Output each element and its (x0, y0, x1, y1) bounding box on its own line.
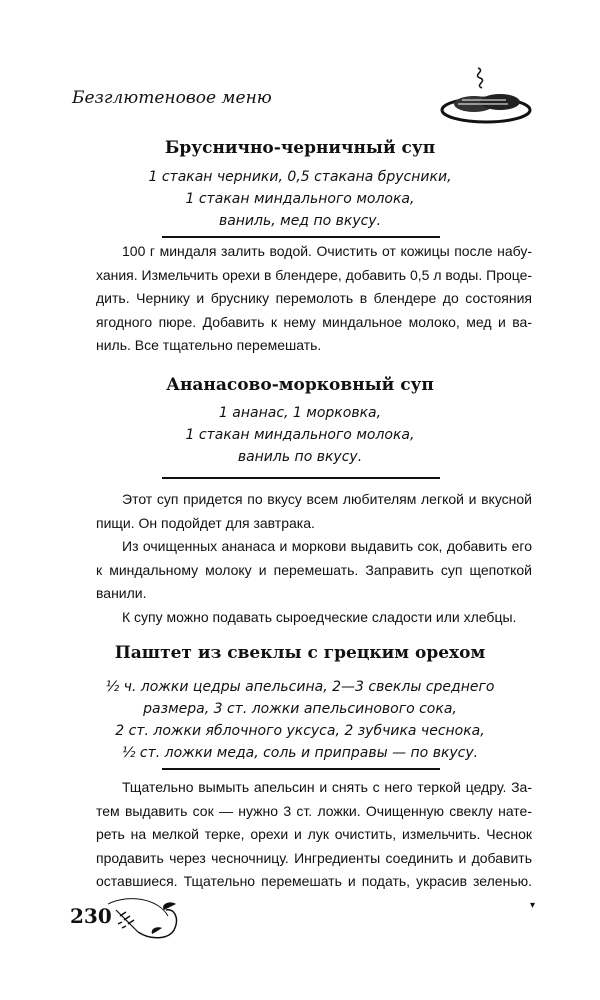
text-line: ванили. (96, 585, 147, 601)
ingredient-line: 1 стакан миндального молока, (185, 427, 415, 443)
dish-icon (438, 66, 534, 126)
text-line: к миндальному молоку и перемешать. Заправить суп щепоткой (96, 561, 532, 578)
text-line: Тщательно вымыть апельсин и снять с него теркой цедру. За- (122, 779, 532, 795)
ingredient-line: ½ ст. ложки меда, соль и приправы — по вкусу. (121, 745, 479, 761)
scan-mark: ▾ (530, 900, 536, 911)
text-line: 100 г миндаля залить водой. Очистить от кожицы после набу- (122, 243, 532, 259)
recipe-text (96, 488, 532, 629)
ingredient-line: размера, 3 ст. ложки апельсинового сока, (143, 701, 457, 717)
text-line: ниль. Все тщательно перемешать. (96, 337, 322, 353)
ingredient-line: 2 ст. ложки яблочного уксуса, 2 зубчика чеснока, (115, 723, 485, 739)
text-line: дить. Чернику и бруснику перемолоть в блендере до состояния (96, 290, 532, 306)
ingredient-line: ваниль по вкусу. (237, 449, 363, 465)
recipe-title: Ананасово-морковный суп (166, 375, 434, 395)
ingredient-line: 1 ананас, 1 морковка, (218, 405, 382, 421)
running-header: Безглютеновое меню (72, 88, 272, 108)
ingredient-line: 1 стакан миндального молока, (185, 191, 415, 207)
ingredients (60, 166, 540, 232)
text-line: продавить через чесночницу. Ингредиенты соединить и добавить (96, 849, 532, 866)
ingredient-line: ½ ч. ложки цедры апельсина, 2—3 свеклы среднего (105, 679, 495, 695)
text-line: пищи. Он подойдет для завтрака. (96, 514, 315, 531)
ingredient-line: 1 стакан черники, 0,5 стакана брусники, (148, 169, 452, 185)
recipe-title: Паштет из свеклы с грецким орехом (114, 643, 486, 663)
page-number: 230 (70, 904, 112, 928)
text-line: реть на мелкой терке, орехи и лук очистить, измельчить. Чеснок (96, 826, 532, 842)
floral-ornament-icon (108, 896, 188, 940)
recipe-text (96, 776, 532, 894)
text-line: ягодного пюре. Добавить к нему миндальное молоко, мед и ва- (96, 313, 532, 330)
ingredients (60, 676, 540, 764)
text-line: тем выдавить сок — нужно 3 ст. ложки. Очищенную свеклу нате- (96, 802, 532, 819)
recipe-text (96, 240, 532, 358)
divider (162, 477, 440, 479)
text-line: хания. Измельчить орехи в блендере, добавить 0,5 л воды. Проце- (96, 266, 533, 283)
ingredients (60, 402, 540, 468)
text-line: Из очищенных ананаса и моркови выдавить сок, добавить его (122, 538, 532, 554)
divider (162, 236, 440, 238)
divider (162, 768, 440, 770)
text-line: оставшиеся. Тщательно перемешать и подать, украсив зеленью. (96, 873, 532, 889)
ingredient-line: ваниль, мед по вкусу. (218, 213, 382, 229)
text-line: Этот суп придется по вкусу всем любителям легкой и вкусной (122, 491, 532, 507)
recipe-title: Бруснично-черничный суп (164, 138, 436, 158)
text-line: К супу можно подавать сыроедческие сладости или хлебцы. (122, 608, 517, 625)
